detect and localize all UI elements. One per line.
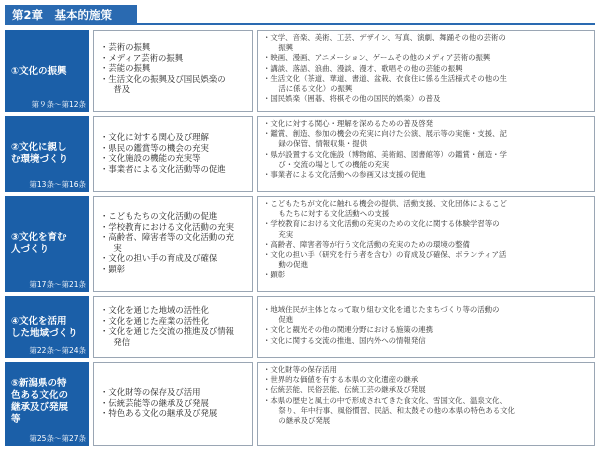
section-title: ①文化の振興 (11, 66, 67, 77)
section-details (257, 296, 595, 358)
detail-item: ・県が設置する文化施設（博物館、美術館、図書館等）の鑑賞・創造・学 び・交流の場としての機能の充実 (263, 149, 507, 169)
measure-item: ・生活文化の振興及び国民娯楽の 普及 (100, 73, 226, 95)
detail-item: ・世界的な価値を有する本県の文化遺産の継承 (263, 375, 419, 385)
detail-item: ・文化に対する関心・理解を深めるための普及啓発 (263, 119, 433, 128)
detail-item: ・地域住民が主体となって取り組む文化を通じたまちづくり等の活動の 促進 (263, 305, 500, 325)
section-measures (93, 116, 253, 192)
section-environment (5, 116, 595, 192)
detail-item: ・国民娯楽（囲碁、将棋その他の国民的娯楽）の普及 (263, 94, 441, 104)
section-articles: 第22条～第24条 (29, 346, 86, 355)
detail-item: ・文化に関する交流の推進、国内外への情報発信 (263, 335, 426, 345)
measure-item: ・学校教育における文化活動の充実 (100, 221, 234, 232)
section-regional-development (5, 296, 595, 358)
detail-item: ・学校教育における文化活動の充実のための文化に関する体験学習等の 充実 (263, 219, 500, 239)
measure-item: ・文化財等の保存及び活用 (100, 387, 201, 397)
section-measures (93, 30, 253, 112)
measure-item: ・芸能の振興 (100, 63, 151, 74)
measure-item: ・芸術の振興 (100, 42, 151, 52)
chapter-header (5, 5, 595, 25)
section-articles: 第13条～第16条 (29, 180, 86, 189)
measure-item: ・メディア芸術の振興 (100, 52, 184, 63)
section-details (257, 116, 595, 192)
detail-item: ・生活文化（茶道、華道、書道、盆栽、衣食住に係る生活様式その他の生 活に係る文化）の振興 (263, 73, 507, 94)
detail-item: ・顕彰 (263, 270, 286, 280)
section-details (257, 362, 595, 446)
measure-item: ・顕彰 (100, 263, 126, 274)
measure-item: ・特色ある文化の継承及び発展 (100, 408, 218, 419)
detail-item: ・伝統芸能、民俗芸能、伝統工芸の継承及び発展 (263, 385, 426, 395)
measure-item: ・伝統芸能等の継承及び発展 (100, 397, 209, 408)
measure-item: ・文化を通じた地域の活性化 (100, 305, 209, 315)
measure-item: ・県民の鑑賞等の機会の充実 (100, 142, 209, 153)
measure-item: ・事業者による文化活動等の促進 (100, 163, 226, 174)
detail-item: ・本県の歴史と風土の中で形成されてきた食文化、雪国文化、温泉文化、 祭り、年中行事、風俗慣習、民話、和太鼓その他の本県の特色ある文化 の継承及び発展 (263, 395, 515, 426)
section-title: ④文化を活用 した地域づくり (11, 316, 78, 339)
section-label (5, 296, 89, 358)
section-human-resources (5, 196, 595, 292)
measure-item: ・文化施設の機能の充実等 (100, 153, 201, 164)
detail-item: ・高齢者、障害者等が行う文化活動の充実のための環境の整備 (263, 239, 470, 249)
section-measures (93, 196, 253, 292)
section-measures (93, 296, 253, 358)
section-label (5, 362, 89, 446)
measure-item: ・文化の担い手の育成及び確保 (100, 253, 218, 264)
measure-item: ・文化に対する関心及び理解 (100, 132, 209, 142)
section-articles: 第17条～第21条 (29, 280, 86, 289)
detail-item: ・講談、落語、浪曲、漫談、漫才、歌唱その他の芸能の振興 (263, 63, 463, 73)
detail-item: ・事業者による文化活動への参画又は支援の促進 (263, 170, 426, 180)
section-details (257, 30, 595, 112)
detail-item: ・文学、音楽、美術、工芸、デザイン、写真、演劇、舞踊その他の芸術の 振興 (263, 33, 506, 53)
section-label (5, 116, 89, 192)
section-title: ⑤新潟県の特 色ある文化の 継承及び発展 等 (11, 378, 69, 425)
section-culture-promotion (5, 30, 595, 112)
chapter-title: 第2章 基本的施策 (5, 5, 137, 25)
measure-item: ・文化を通じた産業の活性化 (100, 315, 209, 326)
detail-item: ・鑑賞、創造、参加の機会の充実に向けた公演、展示等の実施・支援、記 録の保管、情報収集・提供 (263, 129, 507, 149)
section-measures (93, 362, 253, 446)
measure-item: ・文化を通じた交流の推進及び情報 発信 (100, 326, 234, 347)
section-title: ②文化に親し む環境づくり (11, 142, 69, 165)
detail-item: ・文化財等の保存活用 (263, 365, 337, 374)
section-niigata-culture (5, 362, 595, 446)
detail-item: ・文化と観光その他の関連分野における施策の連携 (263, 325, 433, 335)
measure-item: ・こどもたちの文化活動の促進 (100, 211, 218, 221)
detail-item: ・映画、漫画、アニメーション、ゲームその他のメディア芸術の振興 (263, 53, 491, 63)
section-details (257, 196, 595, 292)
section-articles: 第25条～第27条 (29, 434, 86, 443)
section-label (5, 196, 89, 292)
detail-item: ・文化の担い手（研究を行う者を含む）の育成及び確保、ボランティア活 動の促進 (263, 250, 507, 270)
section-title: ③文化を育む 人づくり (11, 232, 67, 255)
measure-item: ・高齢者、障害者等の文化活動の充 実 (100, 232, 234, 253)
section-articles: 第９条～第12条 (31, 100, 86, 109)
section-label (5, 30, 89, 112)
detail-item: ・こどもたちが文化に触れる機会の提供、活動支援、文化団体によるこど もたちに対する文化活動への支援 (263, 199, 507, 219)
